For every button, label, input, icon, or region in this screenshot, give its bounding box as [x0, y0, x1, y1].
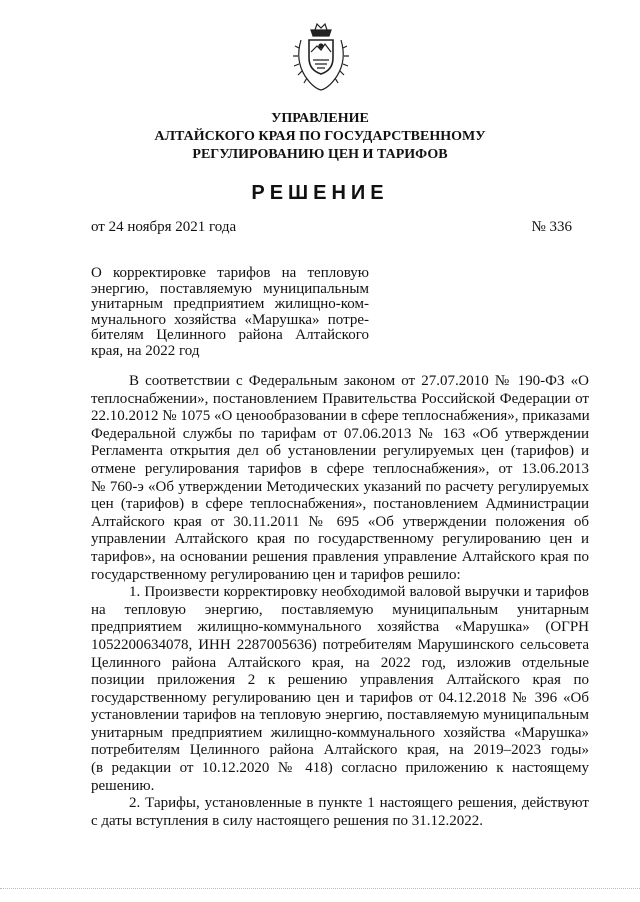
body-line: В соответствии с Федеральным законом от 27.07.2010 № 190-ФЗ «О [129, 373, 589, 389]
subject-line: О корректировке тарифов на тепловую [91, 265, 369, 281]
page-bottom-divider [0, 888, 640, 890]
body-line: (в редакции от 10.12.2020 № 418) согласно приложению к настоящему [91, 760, 589, 777]
org-name-line-2: АЛТАЙСКОГО КРАЯ ПО ГОСУДАРСТВЕННОМУ [154, 129, 486, 144]
body-line: Целинного района Алтайского края, на 2022 год, изложив отдельные [91, 654, 589, 671]
body-line: решению. [91, 777, 155, 794]
decision-date: от 24 ноября 2021 года [91, 219, 237, 235]
org-name-line-3: РЕГУЛИРОВАНИЮ ЦЕН И ТАРИФОВ [192, 147, 448, 162]
body-line: Федеральной службы по тарифам от 07.06.2013 № 163 «Об утверждении [91, 425, 589, 442]
subject-line: мунального хозяйства «Марушка» потре- [91, 311, 369, 328]
body-line: потребителям Целинного района Алтайского края, на 2019–2023 годы» [91, 742, 589, 759]
decision-number: № 336 [531, 219, 572, 235]
body-line: предприятием жилищно-коммунального хозяйства «Марушка» (ОГРН [91, 619, 589, 636]
body-line: Регламента открытия дел об установлении регулируемых цен (тарифов) и [91, 443, 589, 460]
body-line: отмене регулирования тарифов в сфере теплоснабжения», от 13.06.2013 [91, 460, 589, 477]
decision-body [91, 373, 589, 830]
preamble-paragraph [91, 373, 589, 584]
body-line: 2. Тарифы, установленные в пункте 1 настоящего решения, действуют [129, 795, 589, 812]
subject-line: унитарным предприятием жилищно-ком- [91, 296, 369, 313]
subject-line: бителям Целинного района Алтайского [91, 327, 369, 344]
body-line: установлении тарифов на тепловую энергию, поставляемую муниципальным [91, 707, 589, 724]
body-line: Алтайского края от 30.11.2011 № 695 «Об утверждении положения об [91, 513, 589, 530]
subject-line: энергию, поставляемую муниципальным [91, 280, 369, 297]
body-line: с даты вступления в силу настоящего решения по 31.12.2022. [91, 812, 483, 829]
org-name-line-1: УПРАВЛЕНИЕ [271, 111, 369, 126]
body-line: государственному регулированию цен и тарифов от 04.12.2018 № 396 «Об [91, 689, 589, 706]
item-1-paragraph [91, 584, 589, 795]
body-line: на тепловую энергию, поставляемую муниципальным унитарным [91, 601, 589, 618]
decision-subject [91, 266, 369, 360]
body-line: позиции приложения 2 к решению управления Алтайского края по [91, 672, 589, 689]
body-line: теплоснабжении», постановлением Правительства Российской Федерации от [91, 390, 589, 407]
body-line: цен (тарифов) в сфере теплоснабжения», постановлением Администрации [91, 496, 589, 513]
document-title: РЕШЕНИЕ [251, 182, 389, 204]
subject-line: края, на 2022 год [91, 342, 200, 359]
body-line: 1052200634078, ИНН 2287005636) потребителям Марушинского сельсовета [91, 636, 589, 653]
body-line: унитарным предприятием жилищно-коммунального хозяйства «Марушка» [91, 724, 589, 741]
body-line: тарифов», на основании решения правления управление Алтайского края по [91, 548, 589, 565]
body-line: государственному регулированию цен и тарифов решило: [91, 566, 461, 583]
body-line: № 760-э «Об утверждении Методических указаний по расчету регулируемых [91, 478, 589, 495]
item-2-paragraph [91, 795, 589, 830]
body-line: управлении Алтайского края по государственному регулированию цен и [91, 531, 589, 548]
coat-of-arms-icon [291, 18, 351, 98]
body-line: 1. Произвести корректировку необходимой валовой выручки и тарифов [129, 584, 589, 601]
body-line: 22.10.2012 № 1075 «О ценообразовании в сфере теплоснабжения», приказами [91, 408, 590, 425]
